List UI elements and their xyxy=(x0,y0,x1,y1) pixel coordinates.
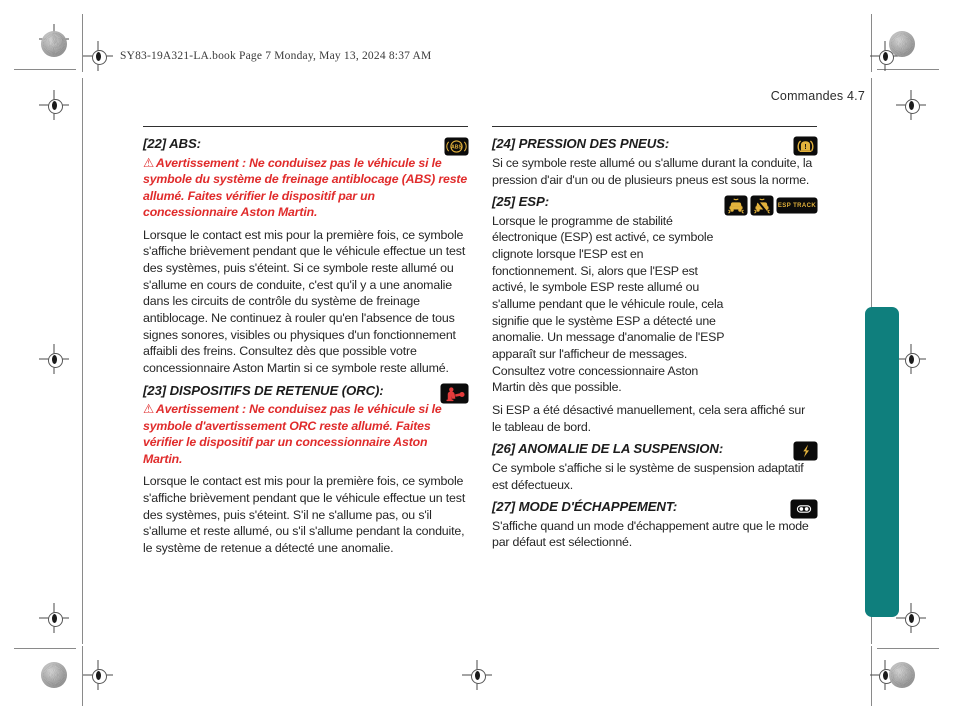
exhaust-mode-icon-group xyxy=(791,500,817,518)
section-25-body-1: Lorsque le programme de stabilité électronique (ESP) est activé, ce symbole clignote lorsque l'ESP est en fonctionnement. Si, alors que l'ESP est activé, le symbole ESP reste allumé ou s'allume pendant que le véhicule roule, cela signifie que le système ESP a détecté une anomalie. Un message d'anomalie de l'ESP apparaît sur l'afficheur de messages. Consultez votre concessionnaire Aston Martin dès que possible. xyxy=(492,213,725,395)
suspension-fault-telltale-icon xyxy=(794,442,817,460)
registration-mark-right-middle xyxy=(896,344,926,374)
chapter-thumb-tab xyxy=(865,307,899,617)
section-25-esp xyxy=(492,194,817,435)
registration-mark-left-middle xyxy=(39,344,69,374)
section-27-body-1: S'affiche quand un mode d'échappement autre que le mode par défaut est sélectionné. xyxy=(492,518,809,550)
page-folio: Commandes 4.7 xyxy=(770,89,865,103)
abs-telltale-icon xyxy=(445,138,468,155)
section-27-heading: [27] MODE D'ÉCHAPPEMENT: xyxy=(492,499,678,515)
orc-icon-group xyxy=(441,384,468,403)
tyre-pressure-telltale-icon xyxy=(794,137,817,155)
tyre-pressure-icon-group xyxy=(794,137,817,155)
esp-telltale-icon xyxy=(725,196,747,215)
esp-icon-group xyxy=(725,196,817,215)
section-24-heading: [24] PRESSION DES PNEUS: xyxy=(492,136,670,152)
esp-track-badge-icon xyxy=(777,198,817,213)
esp-off-telltale-icon xyxy=(751,196,773,215)
section-26-body-1: Ce symbole s'affiche si le système de suspension adaptatif est défectueux. xyxy=(492,460,804,492)
trim-mark-bottom-right-h xyxy=(877,648,939,649)
section-22-abs xyxy=(143,136,468,376)
file-stamp: SY83-19A321-LA.book Page 7 Monday, May 13, 2024 8:37 AM xyxy=(120,50,432,62)
section-23-orc xyxy=(143,383,468,557)
section-26-heading: [26] ANOMALIE DE LA SUSPENSION: xyxy=(492,441,724,457)
right-text-column xyxy=(492,126,817,557)
trim-mark-top-right-v xyxy=(871,14,872,72)
colour-control-patch-bottom-left xyxy=(41,662,67,688)
registration-mark-right-lower xyxy=(896,603,926,633)
section-27-exhaust-mode xyxy=(492,499,817,551)
orc-airbag-telltale-icon xyxy=(441,384,468,403)
colour-control-patch-top-right xyxy=(889,31,915,57)
esp-track-badge-label: ESP TRACK xyxy=(777,202,817,209)
trim-mark-top-left-v xyxy=(82,14,83,72)
column-rule-right xyxy=(492,126,817,127)
warning-triangle-icon: ⚠ xyxy=(143,402,154,417)
suspension-icon-group xyxy=(794,442,817,460)
left-text-column xyxy=(143,126,468,563)
trim-mark-top-left-h xyxy=(14,69,76,70)
svg-text:!: ! xyxy=(804,144,807,152)
trim-mark-bottom-left-v xyxy=(82,646,83,706)
section-24-tyre-pressure xyxy=(492,136,817,188)
trim-mark-bottom-left-h xyxy=(14,648,76,649)
registration-mark-left-lower xyxy=(39,603,69,633)
svg-text:ABS: ABS xyxy=(451,145,462,152)
section-23-heading: [23] DISPOSITIFS DE RETENUE (ORC): xyxy=(143,382,384,398)
section-25-heading: [25] ESP: xyxy=(492,194,549,210)
registration-mark-top-left xyxy=(83,41,113,71)
section-23-warning xyxy=(143,401,468,467)
registration-mark-bottom-center xyxy=(462,660,492,690)
section-25-body-2: Si ESP a été désactivé manuellement, cela sera affiché sur le tableau de bord. xyxy=(492,403,806,434)
colour-control-patch-top-left xyxy=(41,31,67,57)
page-edge-left xyxy=(82,78,83,644)
warning-triangle-icon: ⚠ xyxy=(143,155,154,170)
column-rule-left xyxy=(143,126,468,127)
section-24-body-1: Si ce symbole reste allumé ou s'allume durant la conduite, la pression d'air d'un ou de plusieurs pneus est sous la norme. xyxy=(492,155,813,187)
section-26-suspension xyxy=(492,441,817,493)
exhaust-mode-telltale-icon xyxy=(791,500,817,518)
section-22-warning-text: Avertissement : Ne conduisez pas le véhicule si le symbole du système de freinage antiblocage (ABS) reste allumé. Faites vérifier le dispositif par un concessionnaire Aston Martin. xyxy=(143,155,468,220)
section-22-warning xyxy=(143,155,468,221)
abs-icon-group xyxy=(445,138,468,155)
registration-mark-right-upper xyxy=(896,90,926,120)
registration-mark-bottom-left xyxy=(83,660,113,690)
section-23-warning-text: Avertissement : Ne conduisez pas le véhicule si le symbole d'avertissement ORC reste allumé. Faites vérifier le dispositif par un concessionnaire Aston Martin. xyxy=(143,402,442,466)
colour-control-patch-bottom-right xyxy=(889,662,915,688)
section-22-body-1: Lorsque le contact est mis pour la première fois, ce symbole s'affiche brièvement pendant que le véhicule effectue un test des systèmes, puis s'éteint. Si ce symbole reste allumé ou s'allume en cours de conduite, c'est qu'il y a une anomalie dans les circuits de contrôle du système de freinage antiblocage. Ne continuez à rouler qu'en l'absence de tous signes sonores, visibles ou physiques d'un fonctionnement affaibli des freins. Consultez dès que possible votre concessionnaire Aston Martin si ce symbole reste allumé. xyxy=(143,227,466,376)
trim-mark-bottom-right-v xyxy=(871,646,872,706)
registration-mark-left-upper xyxy=(39,90,69,120)
section-23-body-1: Lorsque le contact est mis pour la première fois, ce symbole s'affiche brièvement pendant que le véhicule effectue un test des systèmes, puis s'éteint. S'il ne s'allume pas, ou s'il s'allume et reste allumé, ou s'il s'allume pendant la conduite, le système de retenue a détecté une anomalie. xyxy=(143,474,466,555)
section-22-heading: [22] ABS: xyxy=(143,136,201,152)
trim-mark-top-right-h xyxy=(877,69,939,70)
